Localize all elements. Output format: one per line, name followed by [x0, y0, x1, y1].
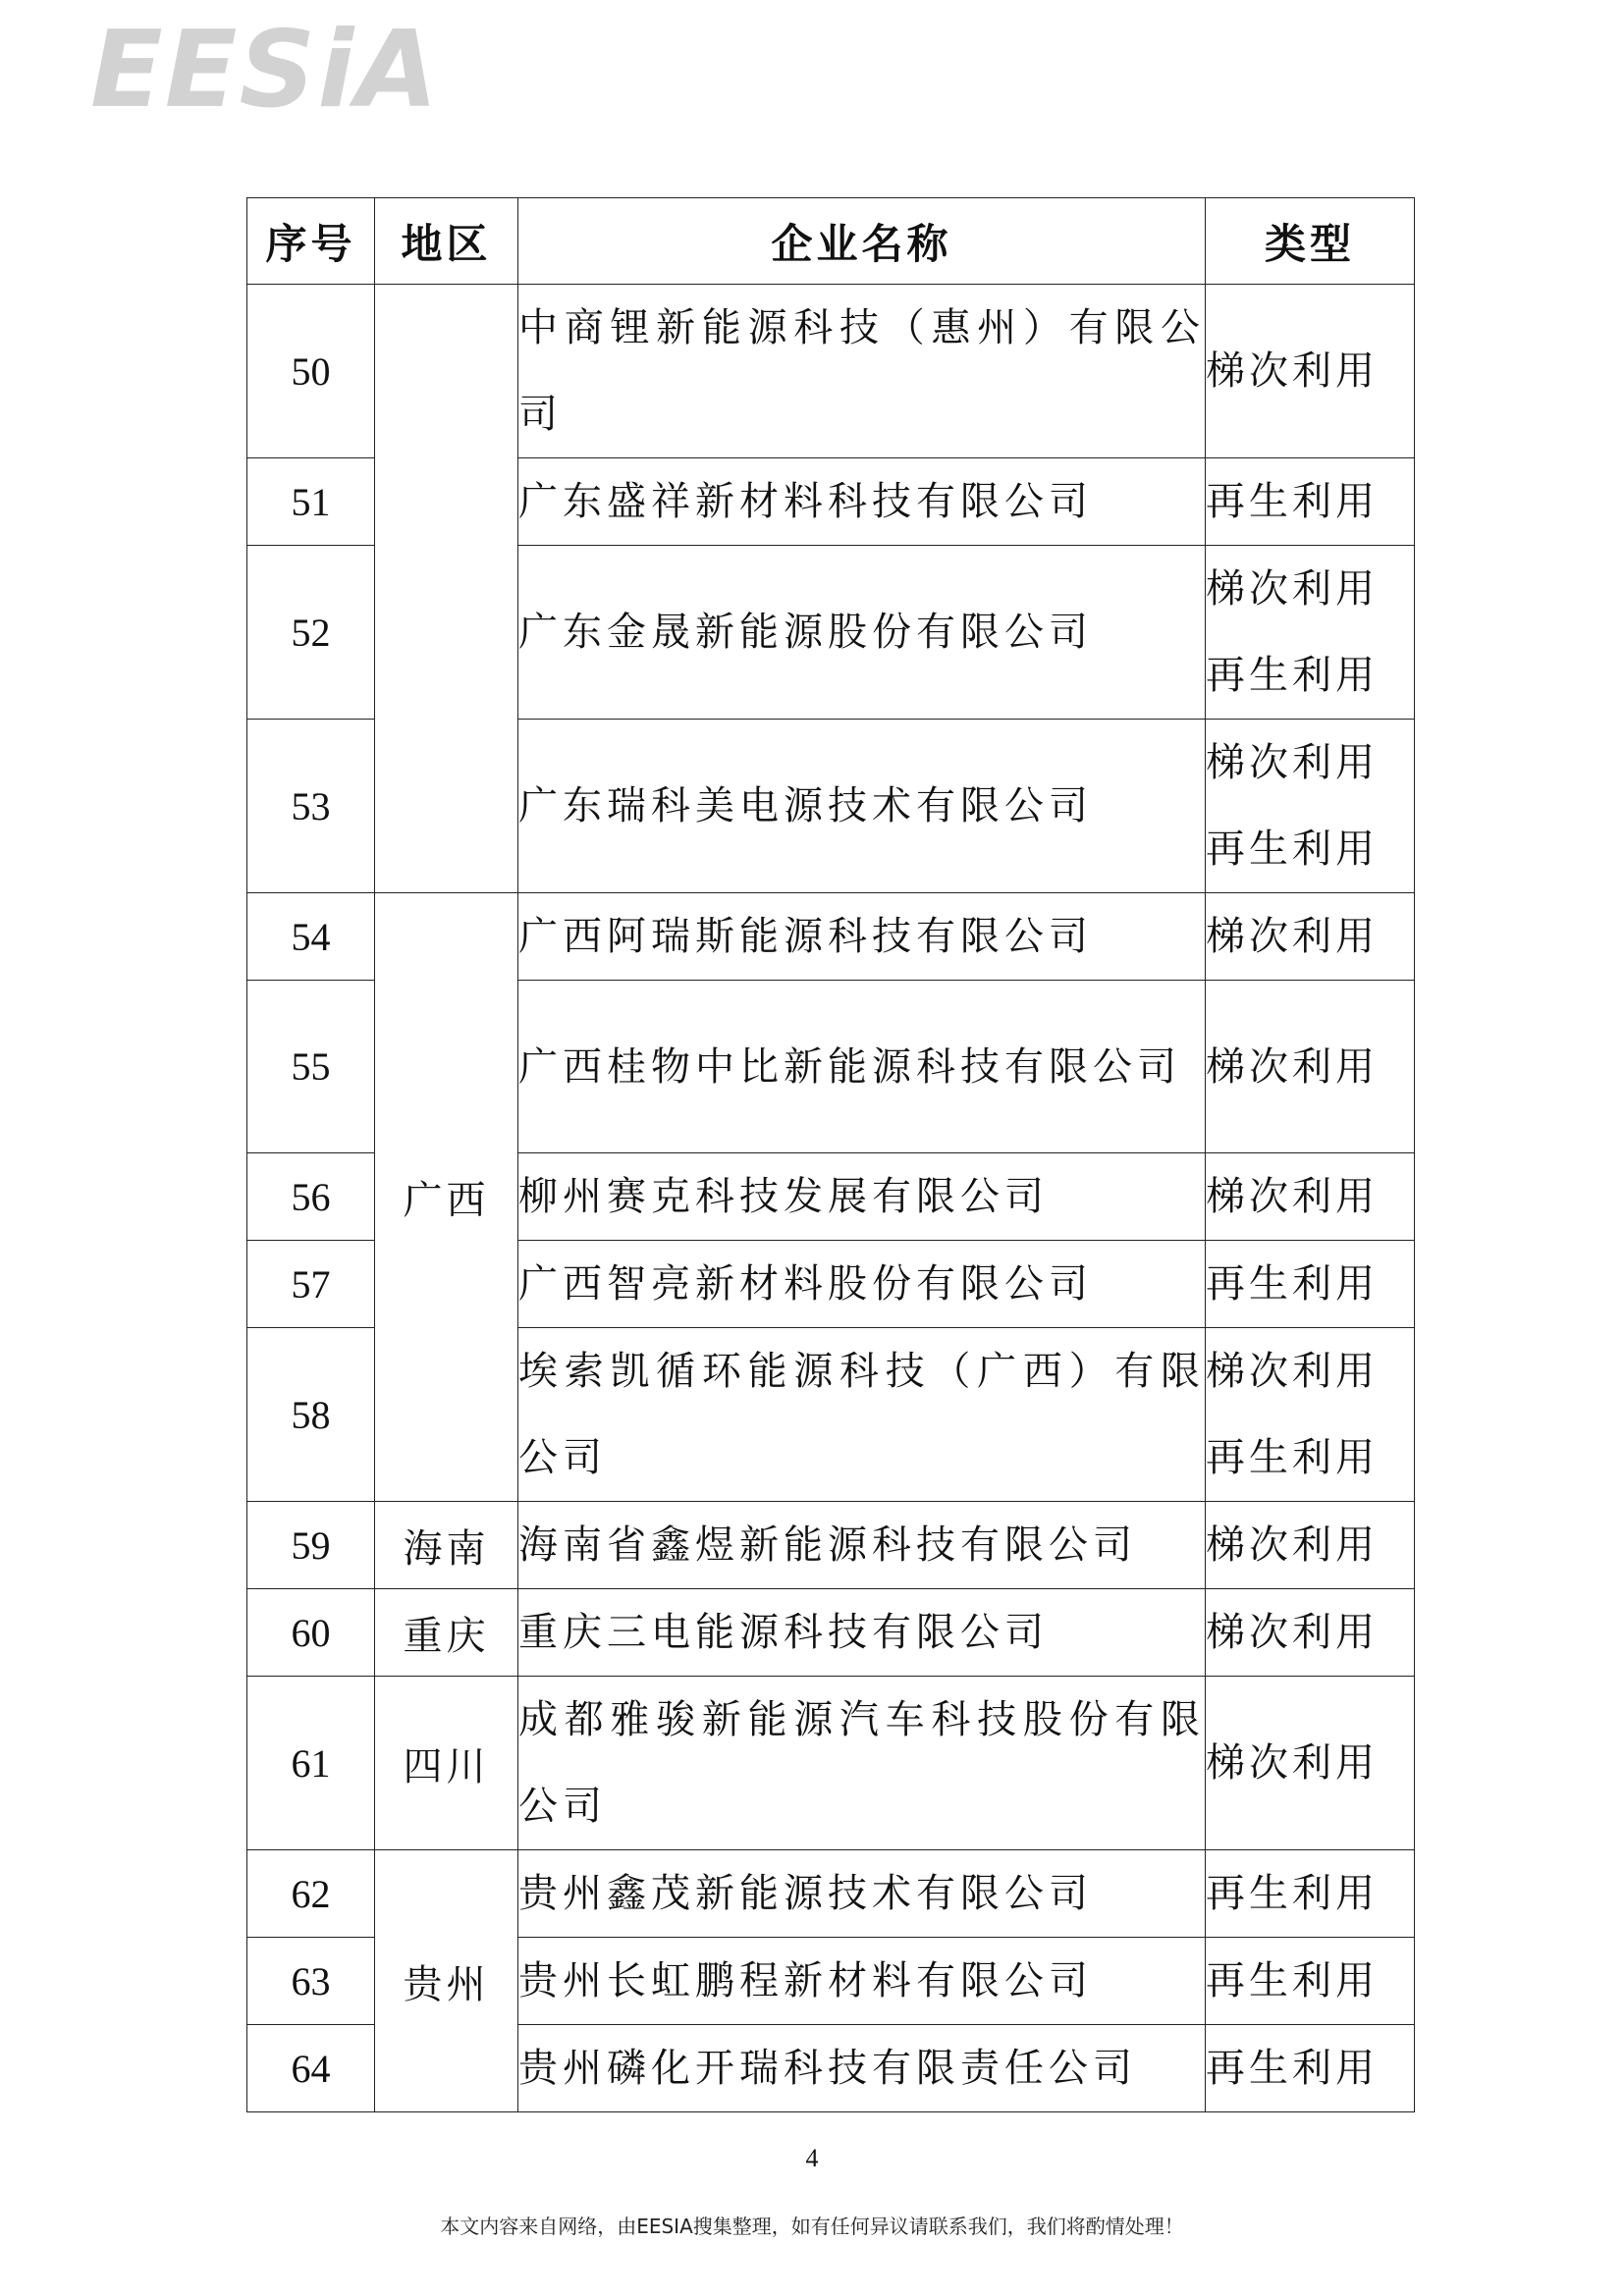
recycle-type — [1206, 1850, 1415, 1938]
recycle-type — [1206, 720, 1415, 893]
company-name: 广西阿瑞斯能源科技有限公司 — [518, 893, 1206, 981]
company-name: 中商锂新能源科技（惠州）有限公司 — [518, 285, 1206, 458]
table-row — [247, 893, 1415, 981]
region-cell-guangxi: 广西 — [375, 893, 518, 1502]
recycle-type — [1206, 458, 1415, 546]
region-cell-sichuan: 四川 — [375, 1677, 518, 1850]
page-number: 4 — [805, 2144, 819, 2172]
recycle-type — [1206, 981, 1415, 1153]
region-cell-guizhou: 贵州 — [375, 1850, 518, 2112]
type-label: 梯次利用 — [1206, 1610, 1379, 1655]
company-name: 广西智亮新材料股份有限公司 — [518, 1241, 1206, 1328]
header-name: 企业名称 — [518, 198, 1206, 285]
row-number: 59 — [247, 1502, 375, 1589]
row-number: 61 — [247, 1677, 375, 1850]
row-number: 54 — [247, 893, 375, 981]
enterprise-table — [246, 197, 1415, 2112]
recycle-type — [1206, 893, 1415, 981]
company-name: 重庆三电能源科技有限公司 — [518, 1589, 1206, 1677]
recycle-type — [1206, 1938, 1415, 2025]
type-label: 梯次利用 — [1206, 348, 1379, 394]
table-row — [247, 285, 1415, 458]
row-number: 51 — [247, 458, 375, 546]
region-cell-hainan: 海南 — [375, 1502, 518, 1589]
row-number: 56 — [247, 1153, 375, 1241]
company-name: 贵州磷化开瑞科技有限责任公司 — [518, 2025, 1206, 2112]
header-no: 序号 — [247, 198, 375, 285]
company-name: 广东金晟新能源股份有限公司 — [518, 546, 1206, 720]
company-name: 成都雅骏新能源汽车科技股份有限公司 — [518, 1677, 1206, 1850]
table-row — [247, 1589, 1415, 1677]
type-label: 再生利用 — [1206, 1261, 1379, 1307]
type-label: 梯次利用 — [1206, 740, 1379, 785]
company-name: 埃索凯循环能源科技（广西）有限公司 — [518, 1328, 1206, 1502]
row-number: 53 — [247, 720, 375, 893]
table-row — [247, 1850, 1415, 1938]
row-number: 50 — [247, 285, 375, 458]
type-label: 梯次利用 — [1206, 566, 1379, 612]
recycle-type — [1206, 1241, 1415, 1328]
recycle-type — [1206, 1589, 1415, 1677]
recycle-type — [1206, 1677, 1415, 1850]
company-name: 海南省鑫煜新能源科技有限公司 — [518, 1502, 1206, 1589]
type-label: 再生利用 — [1206, 1435, 1379, 1480]
type-label: 再生利用 — [1206, 1958, 1379, 2003]
type-label: 再生利用 — [1206, 827, 1379, 872]
region-cell-guangdong — [375, 285, 518, 893]
row-number: 62 — [247, 1850, 375, 1938]
row-number: 60 — [247, 1589, 375, 1677]
row-number: 57 — [247, 1241, 375, 1328]
row-number: 52 — [247, 546, 375, 720]
company-name: 柳州赛克科技发展有限公司 — [518, 1153, 1206, 1241]
type-label: 梯次利用 — [1206, 914, 1379, 959]
region-cell-chongqing: 重庆 — [375, 1589, 518, 1677]
table-header-row — [247, 198, 1415, 285]
type-label: 梯次利用 — [1206, 1522, 1379, 1568]
recycle-type — [1206, 2025, 1415, 2112]
company-name: 贵州长虹鹏程新材料有限公司 — [518, 1938, 1206, 2025]
company-name: 广西桂物中比新能源科技有限公司 — [518, 981, 1206, 1153]
type-label: 再生利用 — [1206, 653, 1379, 698]
row-number: 64 — [247, 2025, 375, 2112]
company-name: 广东盛祥新材料科技有限公司 — [518, 458, 1206, 546]
row-number: 63 — [247, 1938, 375, 2025]
header-region: 地区 — [375, 198, 518, 285]
type-label: 梯次利用 — [1206, 1043, 1379, 1090]
company-name: 贵州鑫茂新能源技术有限公司 — [518, 1850, 1206, 1938]
recycle-type — [1206, 1328, 1415, 1502]
table-row — [247, 1677, 1415, 1850]
header-type: 类型 — [1206, 198, 1415, 285]
row-number: 55 — [247, 981, 375, 1153]
table-row — [247, 1502, 1415, 1589]
type-label: 再生利用 — [1206, 479, 1379, 524]
recycle-type — [1206, 1153, 1415, 1241]
type-label: 梯次利用 — [1206, 1174, 1379, 1219]
type-label: 梯次利用 — [1206, 1740, 1379, 1786]
type-label: 梯次利用 — [1206, 1349, 1379, 1394]
footer-disclaimer: 本文内容来自网络，由EESIA搜集整理，如有任何异议请联系我们，我们将酌情处理！ — [440, 2215, 1184, 2238]
type-label: 再生利用 — [1206, 2046, 1379, 2091]
recycle-type — [1206, 285, 1415, 458]
company-name: 广东瑞科美电源技术有限公司 — [518, 720, 1206, 893]
type-label: 再生利用 — [1206, 1871, 1379, 1916]
eesia-logo: EESiA — [90, 9, 440, 132]
row-number: 58 — [247, 1328, 375, 1502]
recycle-type — [1206, 546, 1415, 720]
recycle-type — [1206, 1502, 1415, 1589]
